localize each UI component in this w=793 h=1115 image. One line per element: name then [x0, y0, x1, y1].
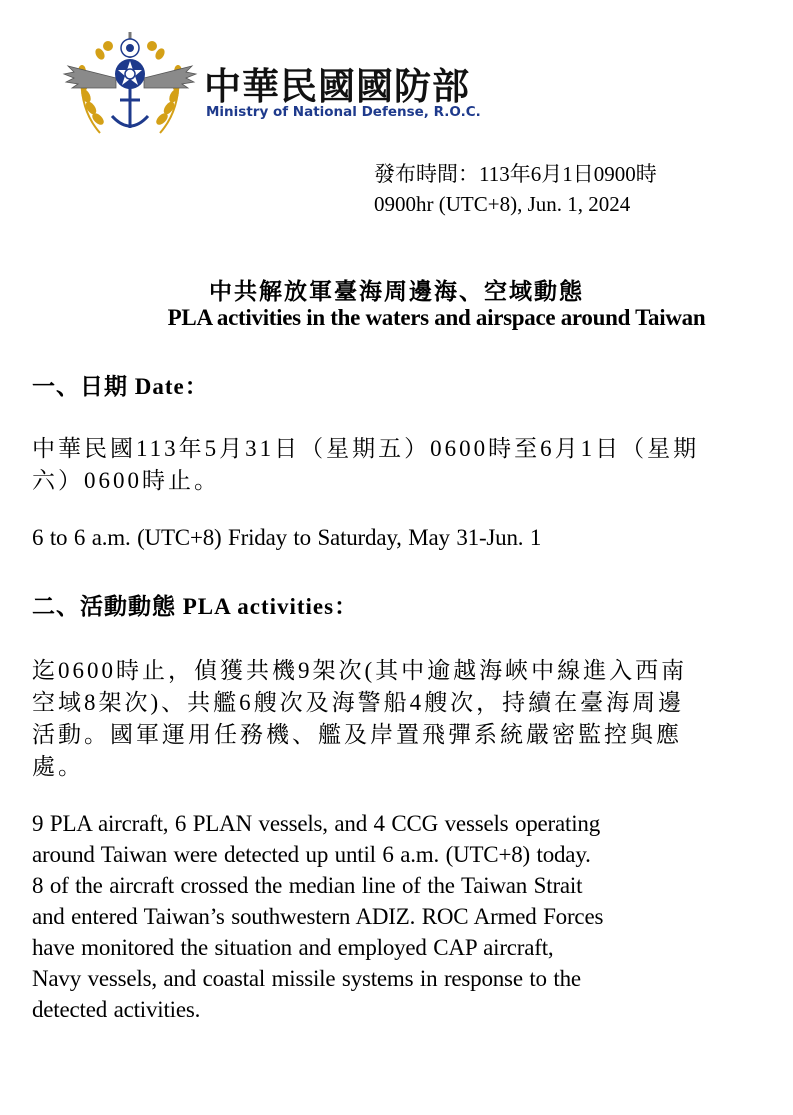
activities-paragraph-english-line: detected activities.	[32, 997, 201, 1022]
section-activities-heading: 二、活動動態 PLA activities：	[32, 594, 359, 619]
activities-paragraph-english-line: 9 PLA aircraft, 6 PLAN vessels, and 4 CCG vessels operating	[32, 811, 601, 836]
activities-paragraph-chinese-line: 迄0600時止，偵獲共機9架次(其中逾越海峽中線進入西南	[32, 658, 688, 683]
date-paragraph-chinese-line: 六）0600時止。	[32, 468, 220, 493]
activities-paragraph-chinese-line: 空域8架次)、共艦6艘次及海警船4艘次，持續在臺海周邊	[32, 690, 685, 715]
activities-paragraph-english-line: have monitored the situation and employed CAP aircraft,	[32, 935, 554, 960]
activities-paragraph-english-line: around Taiwan were detected up until 6 a.m. (UTC+8) today.	[32, 842, 591, 867]
organization-name-chinese: 中華民國國防部	[204, 65, 470, 108]
activities-paragraph-english-line: and entered Taiwan’s southwestern ADIZ. ROC Armed Forces	[32, 904, 604, 929]
organization-name-english: Ministry of National Defense, R.O.C.	[206, 104, 481, 120]
date-paragraph-english: 6 to 6 a.m. (UTC+8) Friday to Saturday, May 31-Jun. 1	[32, 525, 542, 550]
ministry-of-national-defense-emblem-icon	[60, 28, 200, 140]
document-title-chinese: 中共解放軍臺海周邊海、空域動態	[209, 279, 584, 304]
activities-paragraph-english-line: Navy vessels, and coastal missile systems in response to the	[32, 966, 581, 991]
activities-paragraph-chinese-line: 活動。國軍運用任務機、艦及岸置飛彈系統嚴密監控與應	[32, 722, 682, 747]
release-time-english: 0900hr (UTC+8), Jun. 1, 2024	[374, 192, 631, 216]
date-paragraph-chinese-line: 中華民國113年5月31日（星期五）0600時至6月1日（星期	[32, 436, 700, 461]
release-time-chinese: 發布時間：113年6月1日0900時	[374, 162, 657, 186]
activities-paragraph-chinese-line: 處。	[32, 754, 84, 779]
activities-paragraph-english-line: 8 of the aircraft crossed the median line of the Taiwan Strait	[32, 873, 583, 898]
document-title-english: PLA activities in the waters and airspace around Taiwan	[167, 305, 706, 330]
section-date-heading: 一、日期 Date：	[32, 374, 209, 399]
